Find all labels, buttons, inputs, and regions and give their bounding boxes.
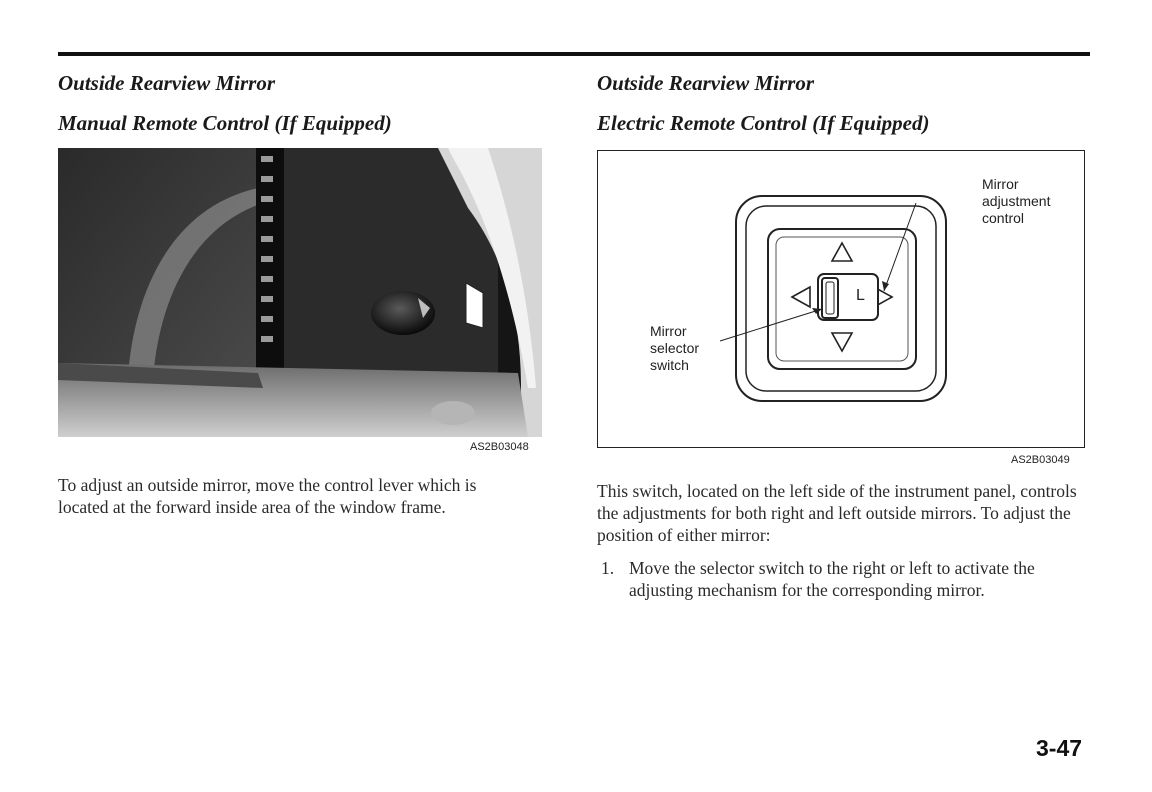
adjust-label-line-1: Mirror — [982, 176, 1019, 192]
right-heading-2: Electric Remote Control (If Equipped) — [597, 111, 930, 135]
right-column — [597, 70, 1089, 600]
right-body-text: This switch, located on the left side of the instrument panel, controls the adjustments for both right and left outside mirrors. To adjust the position of either mirror: — [597, 481, 1077, 545]
left-heading-1: Outside Rearview Mirror — [58, 71, 276, 95]
left-figure-code: AS2B03048 — [470, 441, 529, 453]
list-item-text: Move the selector switch to the right or left to activate the adjusting mechanism for the corresponding mirror. — [629, 558, 1035, 600]
page-number: 3-47 — [1036, 735, 1083, 761]
adjust-label-line-2: adjustment — [982, 193, 1051, 209]
right-heading-1: Outside Rearview Mirror — [597, 71, 815, 95]
right-figure-code: AS2B03049 — [1011, 454, 1070, 466]
selector-label-line-1: Mirror — [650, 323, 687, 339]
selector-label-line-3: switch — [650, 357, 689, 373]
manual-mirror-photo — [58, 148, 542, 437]
left-body-text: To adjust an outside mirror, move the control lever which is located at the forward inside area of the window frame. — [58, 475, 477, 517]
selector-switch-label — [650, 323, 699, 374]
left-arrow-icon — [792, 287, 810, 307]
top-rule — [58, 52, 1090, 56]
adjustment-control-label — [982, 176, 1050, 227]
down-arrow-icon — [832, 333, 852, 351]
left-column — [58, 70, 544, 517]
left-heading-2: Manual Remote Control (If Equipped) — [58, 111, 392, 135]
adjust-label-line-3: control — [982, 210, 1025, 226]
selector-label-line-2: selector — [650, 340, 700, 356]
switch-letter: L — [856, 287, 865, 304]
list-item-number: 1. — [601, 558, 615, 578]
up-arrow-icon — [832, 243, 852, 261]
electric-switch-diagram — [597, 150, 1085, 448]
